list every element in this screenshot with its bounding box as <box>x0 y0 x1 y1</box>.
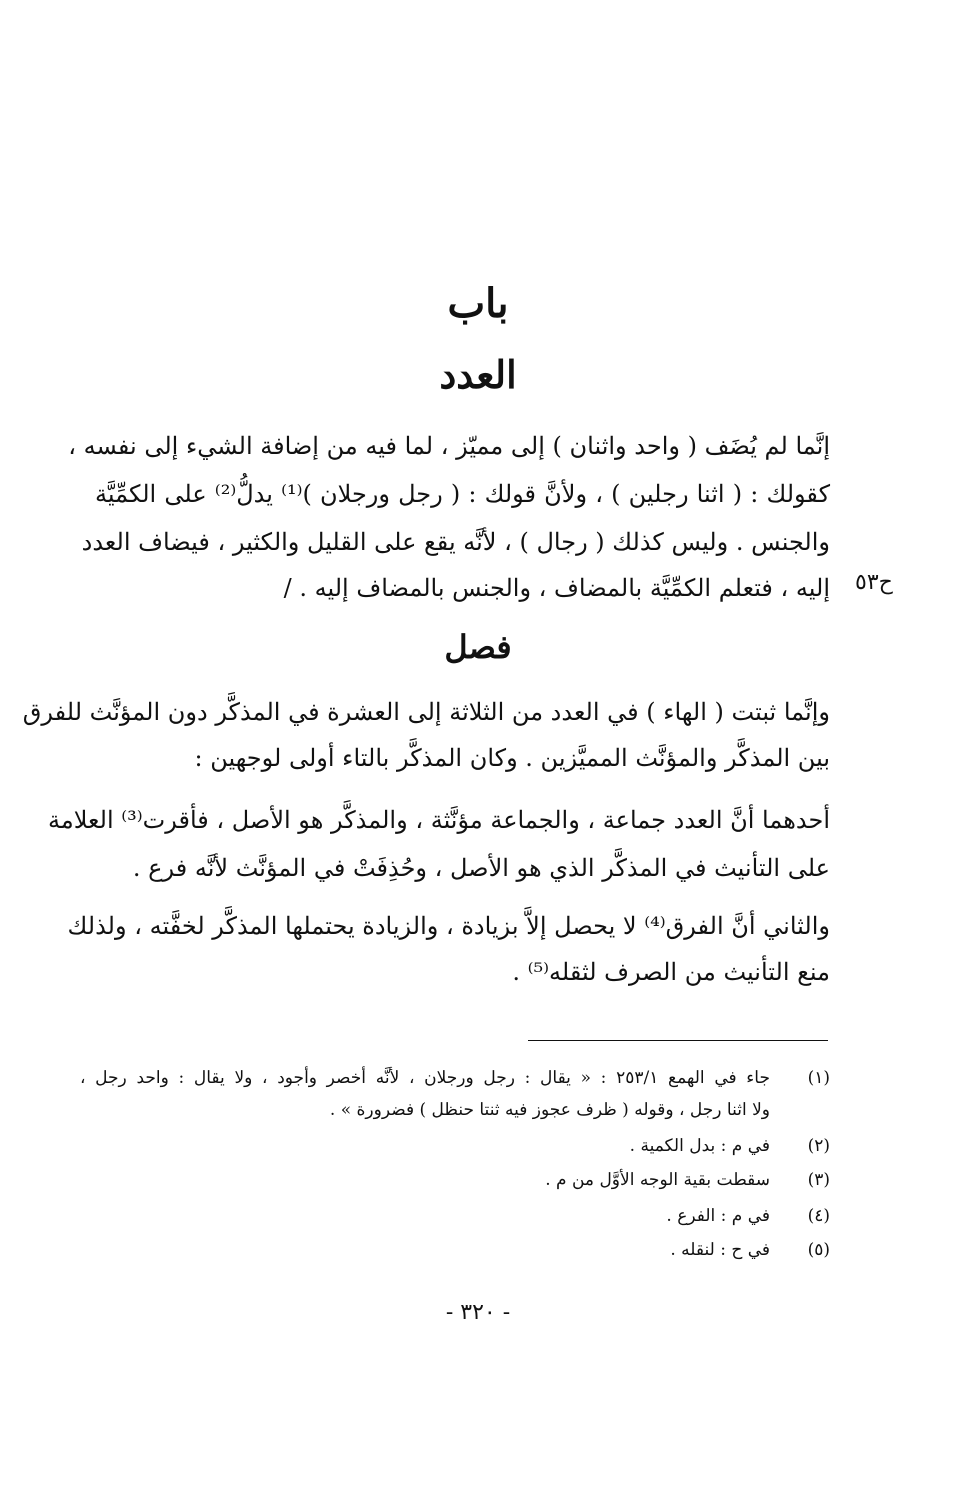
para2-line-2: بين المذكَّر والمؤنَّث المميَّزين . وكان المذكَّر بالتاء أولى لوجهين : <box>194 744 830 772</box>
chapter-title: باب <box>447 280 509 327</box>
footnote-number: (٣) <box>807 1170 830 1190</box>
page-number: - ٣٢٠ - <box>445 1300 511 1325</box>
para3-line-1: أحدهما أنَّ العدد جماعة ، والجماعة مؤنَّثة ، والمذكَّر هو الأصل ، فأقرت⁽³⁾ العلامة <box>48 806 830 834</box>
footnote-text: في ح : لنقله . <box>670 1240 770 1260</box>
footnote-number: (٥) <box>807 1240 830 1260</box>
footnote-text: سقطت بقية الوجه الأوَّل من م . <box>545 1170 770 1190</box>
para4-line-2: منع التأنيث من الصرف لثقله⁽⁵⁾ . <box>512 958 830 986</box>
para3-line-2: على التأنيث في المذكَّر الذي هو الأصل ، وحُذِفَتْ في المؤنَّث لأنَّه فرع . <box>132 854 830 882</box>
footnote-number: (١) <box>807 1068 830 1088</box>
section1-line-2: كقولك : ( اثنا رجلين ) ، ولأنَّ قولك : ( رجل ورجلان )⁽¹⁾ يدلُّ⁽²⁾ على الكمِّيَّة <box>95 480 830 508</box>
footnote-divider <box>528 1040 828 1041</box>
footnote-number: (٢) <box>807 1136 830 1156</box>
para2-line-1: وإنَّما ثبتت ( الهاء ) في العدد من الثلاثة إلى العشرة في المذكَّر دون المؤنَّث للفرق <box>22 698 830 726</box>
section1-line-1: إنَّما لم يُضَف ( واحد واثنان ) إلى مميّز ، لما فيه من إضافة الشيء إلى نفسه ، <box>68 432 830 460</box>
footnote-text: جاء في الهمع ٢٥٣/١ : « يقال : رجل ورجلان ، لأنَّه أخصر وأجود ، ولا يقال : واحد رجل ، <box>80 1068 770 1088</box>
section1-line-3: والجنس . وليس كذلك ( رجال ) ، لأنَّه يقع على القليل والكثير ، فيضاف العدد <box>81 528 830 556</box>
para4-line-1: والثاني أنَّ الفرق⁽⁴⁾ لا يحصل إلاَّ بزيادة ، والزيادة يحتملها المذكَّر لخفَّته ، ولذلك <box>67 912 830 940</box>
footnote-text: في م : بدل الكمية . <box>629 1136 770 1156</box>
margin-reference: ح٥٣ <box>855 570 893 595</box>
section1-line-4: إليه ، فتعلم الكمِّيَّة بالمضاف ، والجنس بالمضاف إليه . / <box>283 574 830 602</box>
footnote-number: (٤) <box>807 1206 830 1226</box>
chapter-subtitle: العدد <box>439 352 517 397</box>
footnote-text: ولا اثنا رجل ، وقوله ( ظرف عجوز فيه ثنتا حنظل ) فضرورة » . <box>329 1100 770 1120</box>
section-heading-fasl: فصل <box>444 628 512 666</box>
footnote-text: في م : الفرع . <box>666 1206 770 1226</box>
